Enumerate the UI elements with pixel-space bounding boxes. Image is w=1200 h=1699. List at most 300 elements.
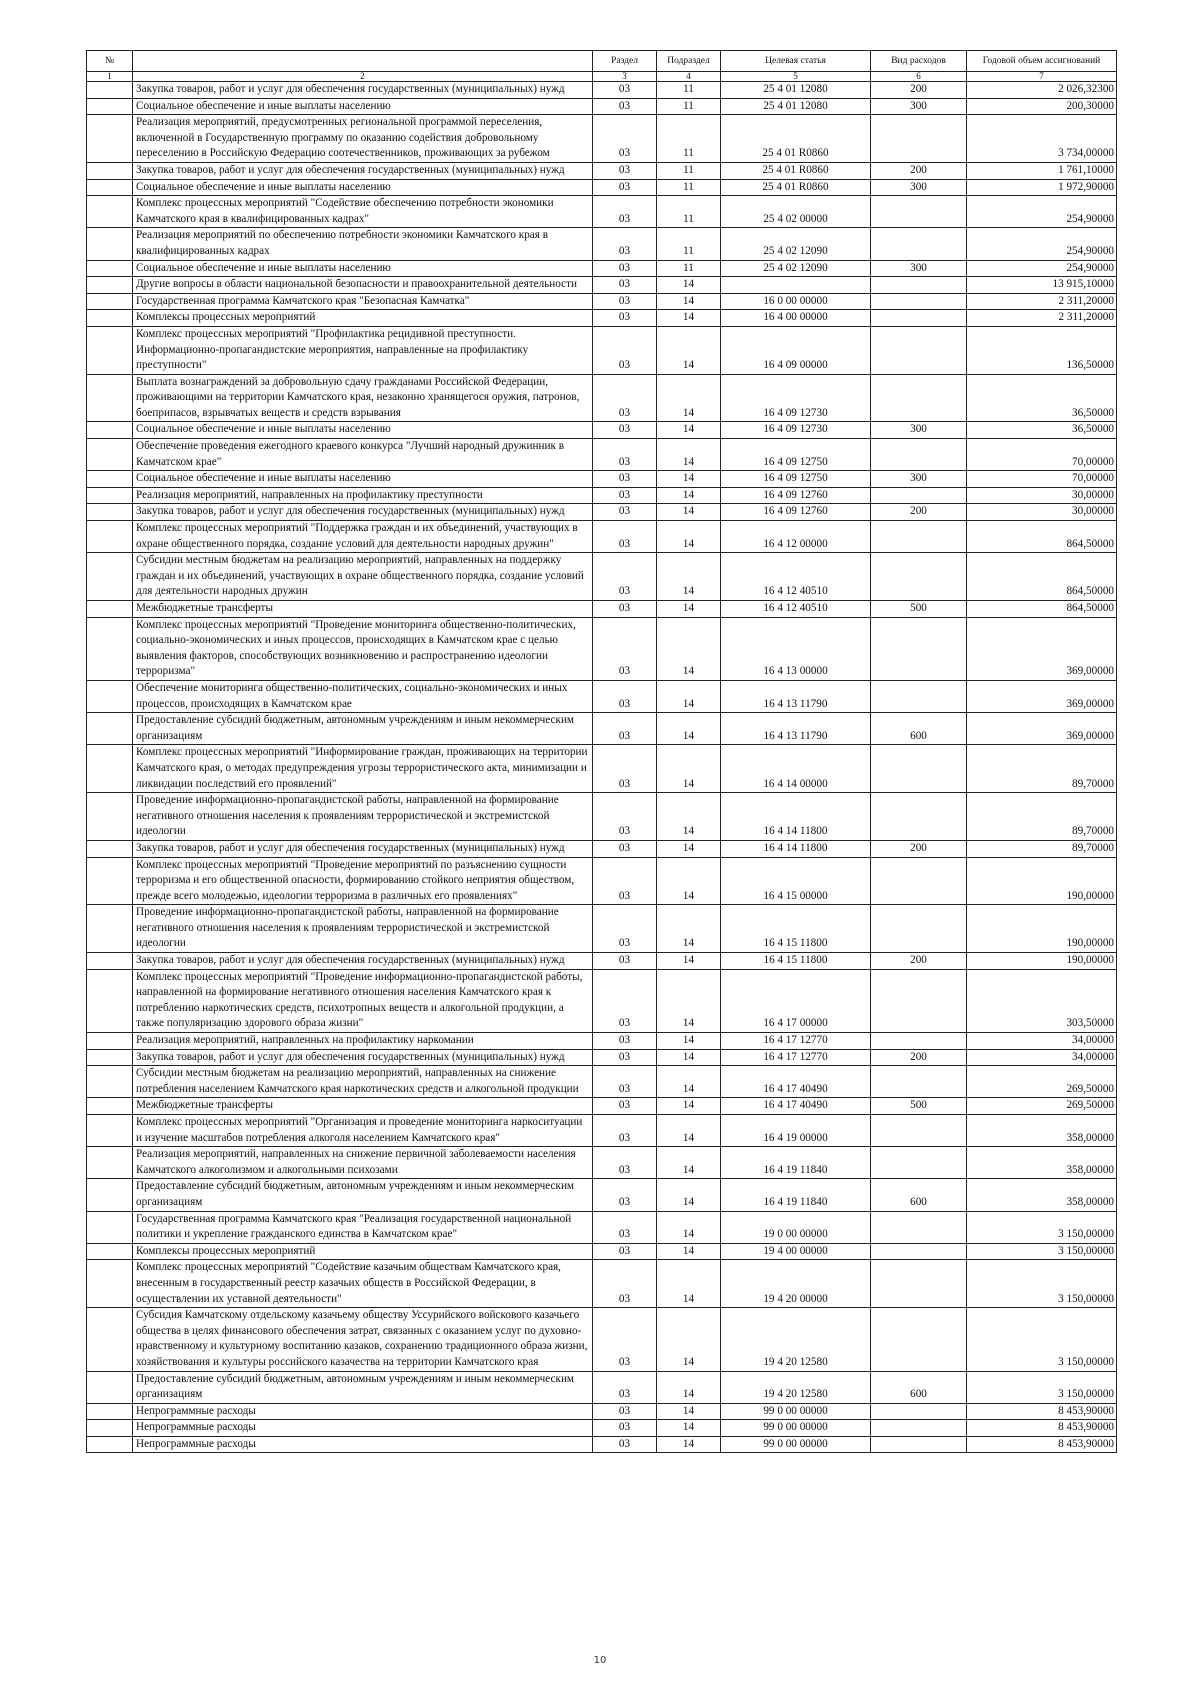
target-article-code: 25 4 01 R0860 [721,115,871,163]
podrazdel-code: 11 [657,98,721,115]
expense-type-code [871,1147,967,1179]
razdel-code: 03 [593,617,657,680]
table-row [87,1403,1117,1420]
razdel-code: 03 [593,840,657,857]
annual-amount: 89,70000 [967,840,1117,857]
expense-type-code [871,1066,967,1098]
item-name: Субсидии местным бюджетам на реализацию мероприятий, направленных на поддержку граждан и их объединений, участвующих в охране общественного порядка, создание условий для деятельности народных дружин [133,553,593,601]
podrazdel-code: 14 [657,1260,721,1308]
expense-type-code [871,793,967,841]
item-name: Предоставление субсидий бюджетным, автономным учреждениям и иным некоммерческим организациям [133,1179,593,1211]
podrazdel-code: 14 [657,1147,721,1179]
table-row [87,1436,1117,1453]
expense-type-code [871,521,967,553]
razdel-code: 03 [593,1436,657,1453]
razdel-code: 03 [593,1420,657,1437]
table-row [87,1260,1117,1308]
target-article-code: 16 4 17 12770 [721,1033,871,1050]
row-number-cell [87,1420,133,1437]
item-name: Комплекс процессных мероприятий "Проведение мероприятий по разъяснению сущности терроризма и его общественной опасности, формированию стойкого неприятия обществом, прежде всего молодежью, идеологии терроризма в различных его проявлениях" [133,857,593,905]
row-number-cell [87,439,133,471]
target-article-code: 16 4 13 11790 [721,680,871,712]
annual-amount: 358,00000 [967,1147,1117,1179]
budget-table [86,50,1117,1453]
razdel-code: 03 [593,504,657,521]
expense-type-code [871,1211,967,1243]
razdel-code: 03 [593,521,657,553]
razdel-code: 03 [593,196,657,228]
podrazdel-code: 14 [657,1371,721,1403]
item-name: Комплекс процессных мероприятий "Организация и проведение мониторинга наркоситуации и изучение масштабов потребления алкоголя населением Камчатского края" [133,1115,593,1147]
row-number-cell [87,310,133,327]
row-number-cell [87,422,133,439]
target-article-code: 19 4 00 00000 [721,1243,871,1260]
item-name: Комплекс процессных мероприятий "Проведение информационно-пропагандистской работы, направленной на формирование негативного отношения населения Камчатского края к потреблению наркотических средств, психотропных веществ и алкогольной продукции, а также популяризацию здорового образа жизни" [133,969,593,1032]
item-name: Другие вопросы в области национальной безопасности и правоохранительной деятельности [133,277,593,294]
podrazdel-code: 14 [657,1049,721,1066]
expense-type-code: 300 [871,260,967,277]
target-article-code: 16 4 17 40490 [721,1066,871,1098]
razdel-code: 03 [593,115,657,163]
table-row [87,1243,1117,1260]
table-header-row [87,51,1117,72]
expense-type-code: 200 [871,504,967,521]
annual-amount: 1 761,10000 [967,162,1117,179]
target-article-code: 16 4 14 11800 [721,840,871,857]
row-number-cell [87,1066,133,1098]
podrazdel-code: 14 [657,680,721,712]
item-name: Предоставление субсидий бюджетным, автономным учреждениям и иным некоммерческим организациям [133,1371,593,1403]
row-number-cell [87,680,133,712]
item-name: Реализация мероприятий, предусмотренных региональной программой переселения, включенной в Государственную программу по оказанию содействия добровольному переселению в Российскую Федерацию соотечественников, проживающих за рубежом [133,115,593,163]
podrazdel-code: 14 [657,326,721,374]
annual-amount: 3 150,00000 [967,1211,1117,1243]
column-number-row [87,72,1117,82]
expense-type-code [871,1308,967,1371]
row-number-cell [87,553,133,601]
item-name: Закупка товаров, работ и услуг для обеспечения государственных (муниципальных) нужд [133,82,593,99]
item-name: Реализация мероприятий по обеспечению потребности экономики Камчатского края в квалифицированных кадрах [133,228,593,260]
razdel-code: 03 [593,553,657,601]
target-article-code: 16 4 09 12750 [721,471,871,488]
annual-amount: 190,00000 [967,905,1117,953]
expense-type-code [871,857,967,905]
expense-type-code [871,326,967,374]
table-row [87,277,1117,294]
razdel-code: 03 [593,1066,657,1098]
table-row [87,162,1117,179]
podrazdel-code: 14 [657,471,721,488]
table-row [87,521,1117,553]
table-row [87,228,1117,260]
annual-amount: 200,30000 [967,98,1117,115]
row-number-cell [87,374,133,422]
razdel-code: 03 [593,1211,657,1243]
podrazdel-code: 14 [657,553,721,601]
row-number-cell [87,1033,133,1050]
annual-amount: 3 150,00000 [967,1243,1117,1260]
item-name: Комплекс процессных мероприятий "Содействие казачьим обществам Камчатского края, внесенным в государственный реестр казачьих обществ в Российской Федерации, в осуществлении их уставной деятельности" [133,1260,593,1308]
annual-amount: 3 150,00000 [967,1260,1117,1308]
target-article-code: 16 4 15 00000 [721,857,871,905]
expense-type-code: 200 [871,82,967,99]
razdel-code: 03 [593,179,657,196]
expense-type-code [871,374,967,422]
expense-type-code [871,293,967,310]
item-name: Комплекс процессных мероприятий "Содействие обеспечению потребности экономики Камчатского края в квалифицированных кадрах" [133,196,593,228]
column-number: 3 [593,72,657,82]
razdel-code: 03 [593,310,657,327]
razdel-code: 03 [593,471,657,488]
annual-amount: 89,70000 [967,793,1117,841]
target-article-code: 25 4 02 12090 [721,228,871,260]
item-name: Социальное обеспечение и иные выплаты населению [133,471,593,488]
budget-document [86,50,1116,1453]
razdel-code: 03 [593,1243,657,1260]
expense-type-code: 600 [871,1179,967,1211]
row-number-cell [87,228,133,260]
podrazdel-code: 11 [657,115,721,163]
target-article-code: 99 0 00 00000 [721,1436,871,1453]
row-number-cell [87,82,133,99]
target-article-code: 16 4 17 40490 [721,1098,871,1115]
razdel-code: 03 [593,793,657,841]
podrazdel-code: 11 [657,196,721,228]
annual-amount: 30,00000 [967,487,1117,504]
podrazdel-code: 14 [657,1115,721,1147]
table-row [87,905,1117,953]
podrazdel-code: 11 [657,82,721,99]
target-article-code: 16 4 17 00000 [721,969,871,1032]
table-row [87,857,1117,905]
item-name: Непрограммные расходы [133,1436,593,1453]
podrazdel-code: 11 [657,228,721,260]
row-number-cell [87,953,133,970]
expense-type-code [871,617,967,680]
annual-amount: 269,50000 [967,1066,1117,1098]
row-number-cell [87,840,133,857]
razdel-code: 03 [593,680,657,712]
annual-amount: 864,50000 [967,521,1117,553]
expense-type-code: 500 [871,601,967,618]
razdel-code: 03 [593,713,657,745]
item-name: Комплекс процессных мероприятий "Проведение мониторинга общественно-политических, социально-экономических и иных процессов, происходящих в Камчатском крае с целью выявления факторов, способствующих возникновению и распространению идеологии терроризма" [133,617,593,680]
podrazdel-code: 14 [657,439,721,471]
podrazdel-code: 14 [657,277,721,294]
table-row [87,260,1117,277]
target-article-code: 25 4 01 12080 [721,98,871,115]
target-article-code: 16 4 15 11800 [721,953,871,970]
annual-amount: 3 734,00000 [967,115,1117,163]
annual-amount: 358,00000 [967,1179,1117,1211]
row-number-cell [87,98,133,115]
row-number-cell [87,1308,133,1371]
row-number-cell [87,969,133,1032]
item-name: Закупка товаров, работ и услуг для обеспечения государственных (муниципальных) нужд [133,504,593,521]
target-article-code: 19 0 00 00000 [721,1211,871,1243]
table-row [87,793,1117,841]
expense-type-code [871,1033,967,1050]
item-name: Выплата вознаграждений за добровольную сдачу гражданами Российской Федерации, проживающими на территории Камчатского края, незаконно хранящегося оружия, патронов, боеприпасов, взрывчатых веществ и средств взрывания [133,374,593,422]
row-number-cell [87,115,133,163]
razdel-code: 03 [593,228,657,260]
razdel-code: 03 [593,1403,657,1420]
expense-type-code [871,115,967,163]
row-number-cell [87,521,133,553]
target-article-code: 16 4 19 11840 [721,1179,871,1211]
annual-amount: 36,50000 [967,374,1117,422]
target-article-code: 25 4 02 12090 [721,260,871,277]
row-number-cell [87,857,133,905]
target-article-code: 25 4 01 R0860 [721,179,871,196]
table-row [87,310,1117,327]
annual-amount: 369,00000 [967,680,1117,712]
razdel-code: 03 [593,82,657,99]
table-row [87,1308,1117,1371]
annual-amount: 190,00000 [967,857,1117,905]
row-number-cell [87,196,133,228]
row-number-cell [87,601,133,618]
table-row [87,1147,1117,1179]
table-row [87,1033,1117,1050]
razdel-code: 03 [593,374,657,422]
table-row [87,1179,1117,1211]
podrazdel-code: 14 [657,1066,721,1098]
annual-amount: 2 311,20000 [967,293,1117,310]
expense-type-code [871,1243,967,1260]
item-name: Проведение информационно-пропагандистской работы, направленной на формирование негативного отношения населения к проявлениям террористической и экстремистской идеологии [133,905,593,953]
target-article-code: 16 4 13 00000 [721,617,871,680]
column-number: 7 [967,72,1117,82]
expense-type-code [871,969,967,1032]
podrazdel-code: 14 [657,1179,721,1211]
item-name: Обеспечение проведения ежегодного краевого конкурса "Лучший народный дружинник в Камчатском крае" [133,439,593,471]
annual-amount: 269,50000 [967,1098,1117,1115]
row-number-cell [87,504,133,521]
razdel-code: 03 [593,326,657,374]
table-row [87,601,1117,618]
header-target-article: Целевая статья [721,51,871,72]
item-name: Социальное обеспечение и иные выплаты населению [133,260,593,277]
podrazdel-code: 14 [657,521,721,553]
annual-amount: 864,50000 [967,601,1117,618]
annual-amount: 3 150,00000 [967,1371,1117,1403]
target-article-code: 16 4 09 12730 [721,422,871,439]
annual-amount: 254,90000 [967,228,1117,260]
expense-type-code: 600 [871,713,967,745]
row-number-cell [87,260,133,277]
razdel-code: 03 [593,953,657,970]
row-number-cell [87,293,133,310]
podrazdel-code: 14 [657,793,721,841]
podrazdel-code: 11 [657,179,721,196]
row-number-cell [87,713,133,745]
row-number-cell [87,162,133,179]
target-article-code: 25 4 01 12080 [721,82,871,99]
expense-type-code [871,553,967,601]
razdel-code: 03 [593,745,657,793]
item-name: Субсидии местным бюджетам на реализацию мероприятий, направленных на снижение потребления населением Камчатского края наркотических средств и алкогольной продукции [133,1066,593,1098]
expense-type-code [871,1403,967,1420]
table-row [87,1049,1117,1066]
target-article-code: 16 4 15 11800 [721,905,871,953]
header-razdel: Раздел [593,51,657,72]
expense-type-code [871,310,967,327]
expense-type-code [871,1436,967,1453]
razdel-code: 03 [593,857,657,905]
target-article-code: 16 4 12 00000 [721,521,871,553]
razdel-code: 03 [593,1033,657,1050]
target-article-code: 16 4 09 00000 [721,326,871,374]
item-name: Комплексы процессных мероприятий [133,310,593,327]
podrazdel-code: 14 [657,857,721,905]
table-row [87,553,1117,601]
row-number-cell [87,617,133,680]
annual-amount: 3 150,00000 [967,1308,1117,1371]
podrazdel-code: 14 [657,422,721,439]
target-article-code: 16 0 00 00000 [721,293,871,310]
header-annual-amount: Годовой объем ассигнований [967,51,1117,72]
row-number-cell [87,1098,133,1115]
razdel-code: 03 [593,1049,657,1066]
table-row [87,326,1117,374]
target-article-code: 16 4 09 12760 [721,504,871,521]
expense-type-code: 200 [871,840,967,857]
item-name: Социальное обеспечение и иные выплаты населению [133,179,593,196]
item-name: Реализация мероприятий, направленных на снижение первичной заболеваемости населения Камчатского алкоголизмом и алкогольными психозами [133,1147,593,1179]
annual-amount: 254,90000 [967,196,1117,228]
expense-type-code [871,487,967,504]
razdel-code: 03 [593,969,657,1032]
table-row [87,953,1117,970]
table-row [87,969,1117,1032]
header-number: № [87,51,133,72]
row-number-cell [87,905,133,953]
podrazdel-code: 14 [657,713,721,745]
razdel-code: 03 [593,905,657,953]
expense-type-code [871,1420,967,1437]
item-name: Закупка товаров, работ и услуг для обеспечения государственных (муниципальных) нужд [133,840,593,857]
item-name: Субсидия Камчатскому отдельскому казачьему обществу Уссурийского войскового казачьего общества в целях финансового обеспечения затрат, связанных с оказанием услуг по духовно-нравственному и культурному воспитанию казаков, сохранению традиционного образа жизни, хозяйствования и культуры российского казачества на территории Камчатского края [133,1308,593,1371]
column-number: 2 [133,72,593,82]
target-article-code: 16 4 19 00000 [721,1115,871,1147]
expense-type-code [871,277,967,294]
row-number-cell [87,1115,133,1147]
table-row [87,374,1117,422]
table-row [87,713,1117,745]
razdel-code: 03 [593,1179,657,1211]
annual-amount: 8 453,90000 [967,1436,1117,1453]
item-name: Проведение информационно-пропагандистской работы, направленной на формирование негативного отношения населения к проявлениям террористической и экстремистской идеологии [133,793,593,841]
podrazdel-code: 14 [657,1211,721,1243]
expense-type-code [871,905,967,953]
target-article-code: 16 4 12 40510 [721,553,871,601]
target-article-code [721,277,871,294]
annual-amount: 8 453,90000 [967,1420,1117,1437]
table-row [87,1098,1117,1115]
table-row [87,196,1117,228]
podrazdel-code: 14 [657,293,721,310]
podrazdel-code: 14 [657,1436,721,1453]
item-name: Закупка товаров, работ и услуг для обеспечения государственных (муниципальных) нужд [133,953,593,970]
expense-type-code: 600 [871,1371,967,1403]
expense-type-code [871,228,967,260]
annual-amount: 70,00000 [967,439,1117,471]
table-row [87,1211,1117,1243]
podrazdel-code: 14 [657,310,721,327]
row-number-cell [87,1211,133,1243]
row-number-cell [87,277,133,294]
expense-type-code: 500 [871,1098,967,1115]
row-number-cell [87,793,133,841]
target-article-code: 16 4 09 12730 [721,374,871,422]
item-name: Социальное обеспечение и иные выплаты населению [133,422,593,439]
row-number-cell [87,1147,133,1179]
razdel-code: 03 [593,277,657,294]
row-number-cell [87,471,133,488]
podrazdel-code: 14 [657,617,721,680]
item-name: Реализация мероприятий, направленных на профилактику преступности [133,487,593,504]
annual-amount: 36,50000 [967,422,1117,439]
column-number: 5 [721,72,871,82]
expense-type-code: 300 [871,98,967,115]
table-row [87,680,1117,712]
item-name: Межбюджетные трансферты [133,1098,593,1115]
expense-type-code [871,439,967,471]
target-article-code: 16 4 09 12760 [721,487,871,504]
row-number-cell [87,1436,133,1453]
target-article-code: 19 4 20 12580 [721,1371,871,1403]
table-row [87,1066,1117,1098]
column-number: 4 [657,72,721,82]
target-article-code: 16 4 17 12770 [721,1049,871,1066]
razdel-code: 03 [593,601,657,618]
podrazdel-code: 14 [657,487,721,504]
annual-amount: 136,50000 [967,326,1117,374]
row-number-cell [87,1371,133,1403]
expense-type-code: 200 [871,162,967,179]
podrazdel-code: 11 [657,162,721,179]
table-row [87,98,1117,115]
razdel-code: 03 [593,1147,657,1179]
table-row [87,439,1117,471]
annual-amount: 254,90000 [967,260,1117,277]
podrazdel-code: 14 [657,1420,721,1437]
item-name: Обеспечение мониторинга общественно-политических, социально-экономических и иных процессов, происходящих в Камчатском крае [133,680,593,712]
razdel-code: 03 [593,439,657,471]
annual-amount: 89,70000 [967,745,1117,793]
annual-amount: 34,00000 [967,1033,1117,1050]
item-name: Закупка товаров, работ и услуг для обеспечения государственных (муниципальных) нужд [133,1049,593,1066]
annual-amount: 303,50000 [967,969,1117,1032]
table-row [87,115,1117,163]
expense-type-code: 300 [871,179,967,196]
podrazdel-code: 14 [657,1243,721,1260]
razdel-code: 03 [593,1308,657,1371]
razdel-code: 03 [593,98,657,115]
target-article-code: 16 4 09 12750 [721,439,871,471]
annual-amount: 13 915,10000 [967,277,1117,294]
item-name: Комплекс процессных мероприятий "Информирование граждан, проживающих на территории Камчатского края, о методах предупреждения угрозы террористического акта, минимизации и ликвидации последствий его проявлений" [133,745,593,793]
podrazdel-code: 14 [657,601,721,618]
column-number: 6 [871,72,967,82]
table-row [87,840,1117,857]
item-name: Комплекс процессных мероприятий "Профилактика рецидивной преступности. Информационно-пропагандистские мероприятия, направленные на профилактику преступности" [133,326,593,374]
podrazdel-code: 14 [657,1033,721,1050]
podrazdel-code: 14 [657,840,721,857]
row-number-cell [87,1179,133,1211]
item-name: Комплексы процессных мероприятий [133,1243,593,1260]
